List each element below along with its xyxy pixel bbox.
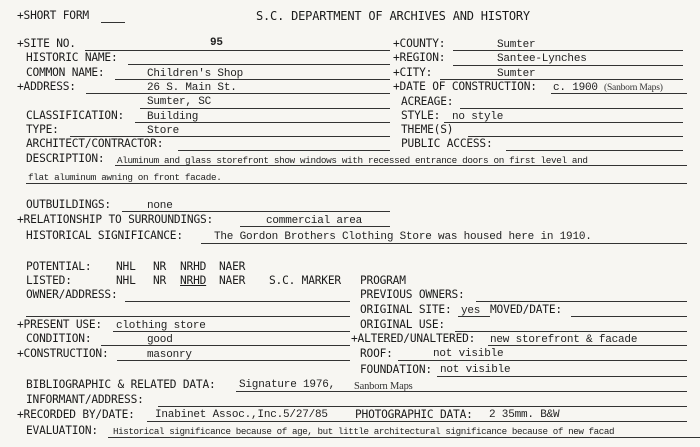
date-source-value: (Sanborn Maps) <box>604 83 663 93</box>
bibliographic-line <box>236 391 687 392</box>
region-value: Santee-Lynches <box>497 53 587 65</box>
listed-nr: NR <box>153 274 167 287</box>
common-name-value: Children's Shop <box>147 68 244 80</box>
condition-label: CONDITION: <box>26 332 92 345</box>
county-line <box>453 50 683 51</box>
date-construction-value: c. 1900 <box>553 82 598 94</box>
style-value: no style <box>452 111 504 123</box>
form-title: S.C. DEPARTMENT OF ARCHIVES AND HISTORY <box>256 9 530 23</box>
recorded-by-label: +RECORDED BY/DATE: <box>17 408 135 421</box>
public-access-label: PUBLIC ACCESS: <box>401 137 493 150</box>
historical-significance-value: The Gordon Brothers Clothing Store was housed here in 1910. <box>214 231 592 243</box>
acreage-line <box>460 108 683 109</box>
classification-label: CLASSIFICATION: <box>26 109 125 122</box>
historical-significance-line <box>201 243 687 244</box>
description-value-2: flat aluminum awning on front facade. <box>28 172 222 183</box>
address-value-1: 26 S. Main St. <box>147 82 237 94</box>
roof-value: not visible <box>433 348 504 360</box>
roof-line <box>398 360 687 361</box>
architect-label: ARCHITECT/CONTRACTOR: <box>26 137 164 150</box>
moved-date-label: MOVED/DATE: <box>490 303 562 316</box>
historical-significance-label: HISTORICAL SIGNIFICANCE: <box>26 229 183 242</box>
description-value-1: Aluminum and glass storefront show windows with recessed entrance doors on first level and <box>117 155 588 166</box>
style-label: STYLE: <box>401 109 441 122</box>
construction-label: +CONSTRUCTION: <box>17 347 109 360</box>
previous-owners-line <box>476 301 687 302</box>
theme-label: THEME(S) <box>401 123 454 136</box>
recorded-by-line <box>147 421 687 422</box>
short-form-label: +SHORT FORM <box>17 9 89 22</box>
description-label: DESCRIPTION: <box>26 152 105 165</box>
bibliographic-label: BIBLIOGRAPHIC & RELATED DATA: <box>26 378 216 391</box>
address-value-2: Sumter, SC <box>147 96 212 108</box>
county-value: Sumter <box>497 39 536 51</box>
acreage-label: ACREAGE: <box>401 95 454 108</box>
original-site-label: ORIGINAL SITE: <box>360 303 452 316</box>
potential-nr: NR <box>153 260 167 273</box>
present-use-value: clothing store <box>116 320 206 332</box>
site-no-label: +SITE NO. <box>17 37 76 50</box>
listed-nhl: NHL <box>116 274 136 287</box>
informant-label: INFORMANT/ADDRESS: <box>26 393 144 406</box>
potential-naer: NAER <box>219 260 246 273</box>
original-use-line <box>455 331 687 332</box>
short-form-line <box>101 22 125 23</box>
present-use-label: +PRESENT USE: <box>17 318 102 331</box>
outbuildings-value: none <box>147 200 173 212</box>
original-use-label: ORIGINAL USE: <box>360 318 445 331</box>
evaluation-value: Historical significance because of age, but little architectural significance because of new facad <box>113 426 615 437</box>
site-no-value: 95 <box>210 37 223 49</box>
historic-name-line <box>128 64 390 65</box>
evaluation-label: EVALUATION: <box>26 424 98 437</box>
address-line-2 <box>140 108 390 109</box>
condition-value: good <box>147 334 173 346</box>
owner-address-label: OWNER/ADDRESS: <box>26 288 118 301</box>
address-label: +ADDRESS: <box>17 80 76 93</box>
altered-value: new storefront & facade <box>490 334 638 346</box>
site-no-line <box>85 50 390 51</box>
foundation-line <box>437 376 687 377</box>
condition-line <box>101 345 350 346</box>
relationship-label: +RELATIONSHIP TO SURROUNDINGS: <box>17 213 214 226</box>
public-access-line <box>506 150 683 151</box>
informant-line <box>158 406 687 407</box>
foundation-label: FOUNDATION: <box>360 363 432 376</box>
region-label: +REGION: <box>393 51 446 64</box>
description-line-2 <box>26 183 687 184</box>
listed-label: LISTED: <box>26 274 72 287</box>
potential-nrhd: NRHD <box>180 260 207 273</box>
owner-address-line <box>125 301 350 302</box>
outbuildings-label: OUTBUILDINGS: <box>26 198 111 211</box>
city-label: +CITY: <box>393 66 433 79</box>
recorded-by-value: Inabinet Assoc.,Inc.5/27/85 <box>155 409 328 421</box>
region-line <box>453 65 683 66</box>
type-value: Store <box>147 125 180 137</box>
program-label: PROGRAM <box>360 274 406 287</box>
original-site-value: yes <box>461 305 481 317</box>
roof-label: ROOF: <box>360 347 393 360</box>
moved-date-line <box>571 316 687 317</box>
owner-address-line-2 <box>26 316 350 317</box>
photographic-label: PHOTOGRAPHIC DATA: <box>355 408 473 421</box>
city-value: Sumter <box>497 68 536 80</box>
relationship-value: commercial area <box>266 215 363 227</box>
common-name-label: COMMON NAME: <box>26 66 105 79</box>
architect-line <box>178 150 390 151</box>
sc-marker-label: S.C. MARKER <box>269 274 341 287</box>
theme-line <box>468 136 683 137</box>
potential-label: POTENTIAL: <box>26 260 92 273</box>
county-label: +COUNTY: <box>393 37 446 50</box>
construction-value: masonry <box>147 349 192 361</box>
classification-value: Building <box>147 111 199 123</box>
date-construction-label: +DATE OF CONSTRUCTION: <box>393 80 537 93</box>
altered-label: +ALTERED/UNALTERED: <box>351 332 476 345</box>
previous-owners-label: PREVIOUS OWNERS: <box>360 288 465 301</box>
evaluation-line <box>108 437 700 438</box>
foundation-value: not visible <box>440 364 511 376</box>
listed-nrhd: NRHD <box>180 274 207 287</box>
potential-nhl: NHL <box>116 260 136 273</box>
photographic-value: 2 35mm. B&W <box>489 409 560 421</box>
address-line-1 <box>86 93 390 94</box>
listed-naer: NAER <box>219 274 246 287</box>
bibliographic-hand-value: Sanborn Maps <box>354 381 413 392</box>
type-label: TYPE: <box>26 123 59 136</box>
historic-name-label: HISTORIC NAME: <box>26 51 118 64</box>
bibliographic-typed-value: Signature 1976, <box>239 379 336 391</box>
